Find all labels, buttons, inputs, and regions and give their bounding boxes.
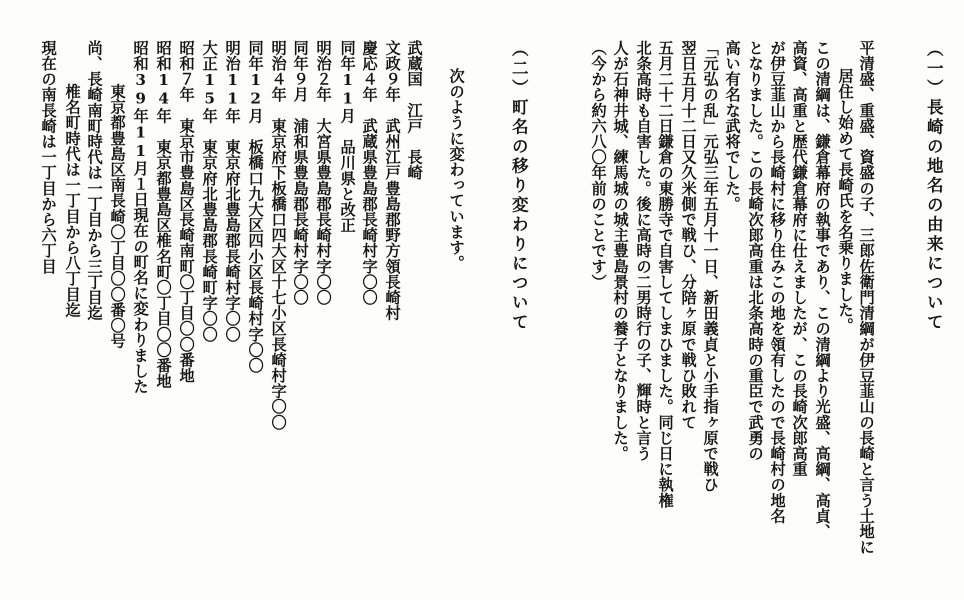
section1-line: となりました。この長崎次郎高重は北条高時の重臣で武勇の <box>746 40 765 462</box>
section1-line: 平清盛、重盛、資盛の子、三郎佐衛門清綱が伊豆韮山の長崎と言う土地に <box>857 40 876 555</box>
section2-line: 昭和39年11月１日現在の町名に変わりました <box>131 40 150 395</box>
section2-line: 同年11月 品川県と改正 <box>338 40 357 233</box>
section1-line: 「元弘の乱」元弘三年五月十一日、新田義貞と小手指ヶ原で戦ひ <box>701 40 720 493</box>
section2-line: 武蔵国 江戸 長崎 <box>405 40 424 181</box>
section2-line: 大正15年 東京府北豊島郡長崎町字〇〇 <box>200 40 219 342</box>
section2-line: 尚、長崎南町時代は一丁目から三丁目迄 <box>85 40 104 321</box>
section2-heading: （二）町名の移り変わりについて <box>509 40 529 333</box>
section2-line: 同年12月 板橋口九大区四小区長崎村字〇〇 <box>246 40 265 374</box>
section1-line: この清綱は、鎌倉幕府の執事であり、この清綱より光盛、高綱、高貞、 <box>813 40 832 540</box>
section1-heading: （一）長崎の地名の由来について <box>924 40 944 333</box>
section2-line: 明治11年 東京府北豊島郡長崎村字〇〇 <box>223 40 242 342</box>
section2-intro: 次のように変わっています。 <box>447 68 466 271</box>
section2-line: 文政９年 武州江戸豊島郡野方領長崎村 <box>383 40 402 321</box>
section1-line: 北条高時も自害した。後に高時の二男時行の子、輝時と言う <box>634 40 653 462</box>
section1-line: 翌日五月十二日又久米側で戦ひ、分陪ヶ原で戦ひ敗れて <box>679 40 698 430</box>
section2-line: 昭和７年 東京市豊島区長崎南町〇丁目〇〇番地 <box>177 40 196 384</box>
section2-line: 慶応４年 武蔵県豊島郡長崎村字〇〇 <box>360 40 379 306</box>
section1-line: 居住し始めて長崎氏を名乗りました。 <box>836 68 855 334</box>
section2-line: 椎名町時代は一丁目から八丁目迄 <box>63 68 82 318</box>
section2-line: 昭和14年 東京都豊島区椎名町〇丁目〇〇番地 <box>154 40 173 389</box>
section2-line: 明治４年 東京府下板橋口四大区十七小区長崎村字〇〇 <box>269 40 288 430</box>
section1-line: が伊豆韮山から長崎村に移り住みこの地を領有したので長崎村の地名 <box>768 40 787 524</box>
section1-line: 五月二十二日鎌倉の東勝寺で自害してしまひました。同じ日に執権 <box>656 40 675 508</box>
section2-line: 現在の南長崎は一丁目から六丁目 <box>39 40 58 274</box>
section2-line: 同年９月 浦和県豊島郡長崎村字〇〇 <box>291 40 310 306</box>
section1-line: 人が石神井城、練馬城の城主豊島景村の養子となりました。 <box>611 40 630 462</box>
section1-line: 高い有名な武将でした。 <box>723 40 742 212</box>
section1-line: 高資、高重と歴代鎌倉幕府に仕えましたが、この長崎次郎高重 <box>790 40 809 477</box>
section1-line: （今から約六八〇年前のことです） <box>589 40 608 290</box>
section2-line: 明治２年 大宮県豊島郡長崎村字〇〇 <box>314 40 333 306</box>
section2-line: 東京都豊島区南長崎〇丁目〇〇番〇号 <box>108 68 127 349</box>
